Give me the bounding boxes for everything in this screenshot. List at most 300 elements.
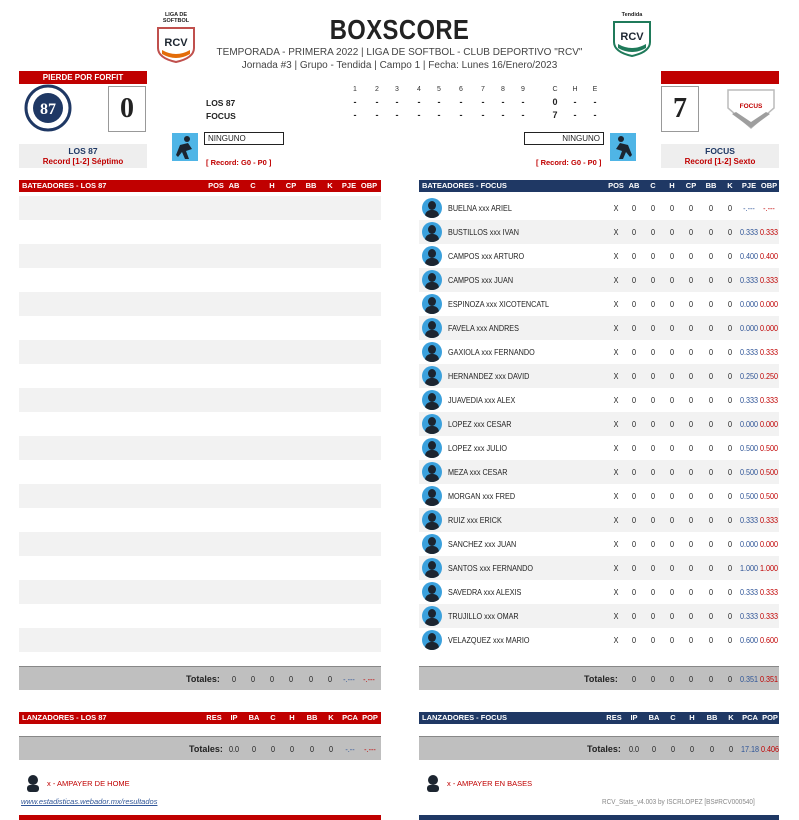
stat-cell: 0 bbox=[708, 323, 714, 333]
column-header: H bbox=[289, 713, 295, 722]
league-logo-caption: LIGA DE SOFTBOL bbox=[162, 12, 190, 24]
linescore-team-away: LOS 87 bbox=[206, 98, 236, 108]
rhe-value: - bbox=[593, 110, 597, 120]
player-avatar-icon bbox=[422, 558, 442, 578]
stat-cell: 0.333 bbox=[739, 587, 759, 597]
stat-cell: X bbox=[613, 491, 619, 501]
rhe-value: 7 bbox=[552, 110, 558, 120]
website-link[interactable]: www.estadisticas.webador.mx/resultados bbox=[21, 797, 158, 806]
stat-cell: 0 bbox=[631, 251, 637, 261]
table-row bbox=[419, 268, 779, 292]
player-name: JUAVEDIA xxx ALEX bbox=[448, 395, 516, 405]
stat-cell: 0 bbox=[727, 539, 733, 549]
total-value: 0 bbox=[651, 744, 657, 754]
away-pitching-totals bbox=[19, 736, 381, 760]
player-avatar-icon bbox=[422, 534, 442, 554]
inning-number: 2 bbox=[375, 86, 379, 93]
stat-cell: 0 bbox=[727, 227, 733, 237]
table-row bbox=[419, 196, 779, 220]
column-header: K bbox=[728, 713, 734, 722]
bottom-bar-away bbox=[19, 815, 381, 820]
column-header: POS bbox=[208, 181, 224, 190]
logo-text: FOCUS bbox=[739, 103, 763, 110]
table-row bbox=[19, 196, 381, 220]
total-value: 0 bbox=[688, 674, 694, 684]
stat-cell: 0.250 bbox=[739, 371, 759, 381]
stat-cell: 0 bbox=[688, 299, 694, 309]
stat-cell: 0 bbox=[727, 203, 733, 213]
player-name: LOPEZ xxx JULIO bbox=[448, 443, 508, 453]
total-value: 0 bbox=[231, 674, 237, 684]
home-batting-title: BATEADORES - FOCUS bbox=[422, 181, 507, 190]
logo-text: 87 bbox=[40, 101, 56, 118]
version-text: RCV_Stats_v4.003 by ISCRLOPEZ [BS#RCV000540] bbox=[602, 797, 755, 806]
stat-cell: 0.500 bbox=[739, 491, 759, 501]
player-avatar-icon bbox=[422, 462, 442, 482]
inning-number: 8 bbox=[501, 86, 505, 93]
table-row bbox=[19, 460, 381, 484]
stat-cell: 0 bbox=[631, 323, 637, 333]
table-row bbox=[419, 316, 779, 340]
table-row bbox=[419, 508, 779, 532]
table-row bbox=[19, 484, 381, 508]
totals-label: Totales: bbox=[584, 674, 618, 684]
away-team-record: Record [1-2] Séptimo bbox=[42, 157, 124, 166]
inning-score: - bbox=[501, 97, 505, 107]
stat-cell: 0.000 bbox=[759, 323, 779, 333]
away-pitching-title: LANZADORES - LOS 87 bbox=[22, 713, 107, 722]
inning-number: 6 bbox=[459, 86, 463, 93]
table-row bbox=[419, 532, 779, 556]
stat-cell: X bbox=[613, 419, 619, 429]
inning-score: - bbox=[375, 110, 379, 120]
table-row bbox=[19, 340, 381, 364]
player-name: LOPEZ xxx CESAR bbox=[448, 419, 512, 429]
stat-cell: 0 bbox=[650, 203, 656, 213]
stat-cell: 0 bbox=[669, 635, 675, 645]
stat-cell: 0 bbox=[727, 395, 733, 405]
total-value: 0 bbox=[251, 744, 257, 754]
table-row bbox=[19, 580, 381, 604]
column-header: IP bbox=[630, 713, 638, 722]
stat-cell: 0 bbox=[708, 371, 714, 381]
rhe-value: - bbox=[593, 97, 597, 107]
rhe-label: C bbox=[552, 86, 558, 93]
stat-cell: 0 bbox=[631, 467, 637, 477]
table-row bbox=[419, 292, 779, 316]
inning-number: 4 bbox=[417, 86, 421, 93]
total-value: 0 bbox=[289, 744, 295, 754]
table-row bbox=[19, 292, 381, 316]
table-row bbox=[419, 556, 779, 580]
stat-cell: 0 bbox=[708, 443, 714, 453]
total-value: 0 bbox=[669, 674, 675, 684]
stat-cell: 0 bbox=[631, 395, 637, 405]
stat-cell: 0 bbox=[727, 323, 733, 333]
inning-score: - bbox=[481, 110, 485, 120]
home-pitcher-name: NINGUNO bbox=[524, 132, 604, 145]
total-value: 0 bbox=[727, 674, 733, 684]
table-row bbox=[419, 628, 779, 652]
inning-number: 3 bbox=[395, 86, 399, 93]
stat-cell: 0 bbox=[650, 299, 656, 309]
player-avatar-icon bbox=[422, 390, 442, 410]
stat-cell: 0 bbox=[631, 635, 637, 645]
stat-cell: 0 bbox=[708, 419, 714, 429]
inning-number: 1 bbox=[353, 86, 357, 93]
stat-cell: 0.333 bbox=[739, 515, 759, 525]
stat-cell: 0 bbox=[650, 323, 656, 333]
column-header: C bbox=[270, 713, 276, 722]
stat-cell: 0 bbox=[688, 563, 694, 573]
column-header: C bbox=[670, 713, 676, 722]
stat-cell: 0.333 bbox=[759, 395, 779, 405]
total-value: 0.0 bbox=[228, 744, 240, 754]
stat-cell: 0 bbox=[708, 275, 714, 285]
table-row bbox=[419, 244, 779, 268]
table-row bbox=[419, 484, 779, 508]
inning-score: - bbox=[521, 97, 525, 107]
table-row bbox=[19, 628, 381, 652]
inning-score: - bbox=[459, 110, 463, 120]
rhe-value: - bbox=[573, 97, 577, 107]
total-value: 0 bbox=[328, 744, 334, 754]
stat-cell: -.--- bbox=[743, 203, 755, 213]
table-row bbox=[419, 604, 779, 628]
stat-cell: 0 bbox=[708, 563, 714, 573]
stat-cell: 0 bbox=[669, 491, 675, 501]
column-header: K bbox=[328, 713, 334, 722]
stat-cell: 0.500 bbox=[759, 443, 779, 453]
total-value: -.-- bbox=[345, 744, 355, 754]
stat-cell: 0 bbox=[727, 467, 733, 477]
column-header: POP bbox=[762, 713, 778, 722]
stat-cell: 0.500 bbox=[759, 491, 779, 501]
stat-cell: 0 bbox=[688, 443, 694, 453]
home-score: 7 bbox=[661, 86, 699, 132]
player-name: ESPINOZA xxx XICOTENCATL bbox=[448, 299, 550, 309]
away-team-name: LOS 87 bbox=[68, 146, 98, 156]
stat-cell: 0 bbox=[688, 203, 694, 213]
stat-cell: 0 bbox=[708, 251, 714, 261]
table-row bbox=[19, 220, 381, 244]
stat-cell: 0 bbox=[727, 563, 733, 573]
inning-number: 7 bbox=[481, 86, 485, 93]
stat-cell: 0 bbox=[727, 443, 733, 453]
stat-cell: 0 bbox=[631, 227, 637, 237]
away-pitching-header bbox=[19, 712, 381, 724]
stat-cell: 0 bbox=[708, 395, 714, 405]
stat-cell: 0 bbox=[631, 275, 637, 285]
stat-cell: 0.000 bbox=[759, 299, 779, 309]
stat-cell: 0 bbox=[650, 443, 656, 453]
stat-cell: 0 bbox=[631, 299, 637, 309]
player-name: GAXIOLA xxx FERNANDO bbox=[448, 347, 535, 357]
totals-label: Totales: bbox=[186, 674, 220, 684]
stat-cell: 0.600 bbox=[759, 635, 779, 645]
away-record-box bbox=[19, 144, 147, 168]
stat-cell: 0.333 bbox=[739, 395, 759, 405]
stat-cell: 0.000 bbox=[759, 539, 779, 549]
player-name: HERNANDEZ xxx DAVID bbox=[448, 371, 530, 381]
inning-score: - bbox=[521, 110, 525, 120]
stat-cell: 0 bbox=[631, 515, 637, 525]
home-pitching-totals bbox=[419, 736, 779, 760]
stat-cell: 0 bbox=[669, 395, 675, 405]
inning-score: - bbox=[481, 97, 485, 107]
focus-logo-icon bbox=[722, 84, 780, 132]
home-pitcher-icon bbox=[610, 133, 636, 161]
stat-cell: X bbox=[613, 611, 619, 621]
total-value: 0.351 bbox=[759, 674, 779, 684]
stat-cell: 0.250 bbox=[759, 371, 779, 381]
stat-cell: 0 bbox=[708, 299, 714, 309]
stat-cell: 0 bbox=[669, 275, 675, 285]
total-value: 0 bbox=[250, 674, 256, 684]
away-score: 0 bbox=[108, 86, 146, 132]
stat-cell: 0.333 bbox=[759, 227, 779, 237]
stat-cell: 0 bbox=[669, 563, 675, 573]
column-header: POP bbox=[362, 713, 378, 722]
stat-cell: 0 bbox=[650, 539, 656, 549]
total-value: 0 bbox=[309, 744, 315, 754]
home-record-box bbox=[661, 144, 779, 168]
bottom-bar-home bbox=[419, 815, 779, 820]
player-avatar-icon bbox=[422, 510, 442, 530]
stat-cell: 0 bbox=[688, 539, 694, 549]
column-header: IP bbox=[230, 713, 238, 722]
stat-cell: 0 bbox=[708, 227, 714, 237]
stat-cell: 0 bbox=[631, 587, 637, 597]
total-value: 0.406 bbox=[760, 744, 780, 754]
away-batting-title: BATEADORES - LOS 87 bbox=[22, 181, 107, 190]
forfeit-badge: PIERDE POR FORFIT bbox=[19, 71, 147, 84]
stat-cell: 0.000 bbox=[739, 299, 759, 309]
table-row bbox=[419, 436, 779, 460]
column-header: OBP bbox=[760, 181, 778, 190]
stat-cell: 0 bbox=[688, 515, 694, 525]
stat-cell: 0 bbox=[708, 611, 714, 621]
linescore bbox=[206, 86, 606, 122]
stat-cell: 0 bbox=[650, 515, 656, 525]
player-avatar-icon bbox=[422, 366, 442, 386]
total-value: 0 bbox=[308, 674, 314, 684]
stat-cell: 0.333 bbox=[739, 611, 759, 621]
stat-cell: 0 bbox=[669, 515, 675, 525]
stat-cell: X bbox=[613, 371, 619, 381]
column-header: H bbox=[669, 181, 675, 190]
umpire-bases-label: x - AMPAYER EN BASES bbox=[447, 779, 533, 788]
stat-cell: 0 bbox=[650, 251, 656, 261]
stat-cell: 0 bbox=[688, 275, 694, 285]
table-row bbox=[19, 316, 381, 340]
player-name: CAMPOS xxx JUAN bbox=[448, 275, 514, 285]
stat-cell: 0 bbox=[688, 227, 694, 237]
stat-cell: 0 bbox=[669, 587, 675, 597]
stat-cell: 0 bbox=[727, 275, 733, 285]
away-pitcher-record: [ Record: G0 - P0 ] bbox=[206, 158, 272, 167]
player-name: SANTOS xxx FERNANDO bbox=[448, 563, 533, 573]
player-avatar-icon bbox=[422, 222, 442, 242]
stat-cell: 0.000 bbox=[759, 419, 779, 429]
player-avatar-icon bbox=[422, 342, 442, 362]
stat-cell: 0 bbox=[650, 611, 656, 621]
stat-cell: 0 bbox=[669, 467, 675, 477]
stat-cell: 0 bbox=[650, 563, 656, 573]
total-value: 0.0 bbox=[628, 744, 640, 754]
away-pitcher-name: NINGUNO bbox=[204, 132, 284, 145]
stat-cell: 0 bbox=[650, 419, 656, 429]
column-header: CP bbox=[285, 181, 297, 190]
player-name: VELAZQUEZ xxx MARIO bbox=[448, 635, 530, 645]
stat-cell: 0 bbox=[688, 347, 694, 357]
stat-cell: 0.400 bbox=[759, 251, 779, 261]
column-header: PJE bbox=[341, 181, 357, 190]
stat-cell: 0 bbox=[727, 371, 733, 381]
logo-text: RCV bbox=[164, 37, 188, 49]
inning-number: 5 bbox=[437, 86, 441, 93]
total-value: -.--- bbox=[364, 744, 376, 754]
stat-cell: 0 bbox=[727, 347, 733, 357]
umpire-home-icon bbox=[24, 774, 42, 792]
stat-cell: 0 bbox=[631, 539, 637, 549]
stat-cell: 0 bbox=[669, 347, 675, 357]
stat-cell: 0 bbox=[650, 227, 656, 237]
stat-cell: 0.500 bbox=[739, 467, 759, 477]
home-pitching-table bbox=[419, 712, 779, 760]
stat-cell: 0 bbox=[650, 347, 656, 357]
stat-cell: 0 bbox=[650, 275, 656, 285]
stat-cell: 0.333 bbox=[739, 275, 759, 285]
total-value: 0 bbox=[270, 744, 276, 754]
stat-cell: 0 bbox=[631, 419, 637, 429]
stat-cell: 0.000 bbox=[739, 419, 759, 429]
team-87-logo-icon bbox=[19, 84, 77, 132]
stat-cell: 0 bbox=[727, 299, 733, 309]
total-value: 0 bbox=[631, 674, 637, 684]
player-avatar-icon bbox=[422, 246, 442, 266]
column-header: RES bbox=[606, 713, 622, 722]
stat-cell: X bbox=[613, 443, 619, 453]
stat-cell: 0.333 bbox=[759, 611, 779, 621]
stat-cell: 0 bbox=[727, 251, 733, 261]
stat-cell: 0 bbox=[727, 635, 733, 645]
stat-cell: 0 bbox=[688, 635, 694, 645]
away-pitcher-icon bbox=[172, 133, 198, 161]
rhe-label: E bbox=[592, 86, 598, 93]
stat-cell: 0 bbox=[708, 347, 714, 357]
inning-score: - bbox=[417, 97, 421, 107]
away-batting-header bbox=[19, 180, 381, 192]
stat-cell: 0 bbox=[631, 491, 637, 501]
stat-cell: 0 bbox=[631, 203, 637, 213]
total-value: 0 bbox=[689, 744, 695, 754]
stat-cell: X bbox=[613, 395, 619, 405]
column-header: K bbox=[327, 181, 333, 190]
column-header: PJE bbox=[741, 181, 757, 190]
stat-cell: 0 bbox=[650, 467, 656, 477]
player-name: BUELNA xxx ARIEL bbox=[448, 203, 512, 213]
stat-cell: 0 bbox=[669, 227, 675, 237]
total-value: 0 bbox=[708, 674, 714, 684]
stat-cell: 0.333 bbox=[759, 587, 779, 597]
stat-cell: 0 bbox=[688, 323, 694, 333]
stat-cell: X bbox=[613, 347, 619, 357]
column-header: K bbox=[727, 181, 733, 190]
table-row bbox=[19, 508, 381, 532]
stat-cell: 0 bbox=[650, 587, 656, 597]
stat-cell: 0 bbox=[650, 395, 656, 405]
home-batting-table bbox=[419, 180, 779, 690]
stat-cell: X bbox=[613, 299, 619, 309]
stat-cell: 0 bbox=[727, 419, 733, 429]
home-team-name: FOCUS bbox=[705, 146, 735, 156]
home-pitching-title: LANZADORES - FOCUS bbox=[422, 713, 507, 722]
stat-cell: 0 bbox=[708, 467, 714, 477]
player-avatar-icon bbox=[422, 606, 442, 626]
table-row bbox=[19, 436, 381, 460]
stat-cell: 0 bbox=[688, 419, 694, 429]
rhe-value: 0 bbox=[552, 97, 558, 107]
column-header: AB bbox=[628, 181, 640, 190]
stat-cell: 0 bbox=[688, 587, 694, 597]
column-header: BB bbox=[306, 713, 318, 722]
table-row bbox=[419, 460, 779, 484]
stat-cell: 0 bbox=[650, 491, 656, 501]
stat-cell: 0 bbox=[631, 371, 637, 381]
stat-cell: 0.333 bbox=[759, 515, 779, 525]
stat-cell: 0.333 bbox=[739, 347, 759, 357]
stat-cell: X bbox=[613, 587, 619, 597]
player-name: FAVELA xxx ANDRES bbox=[448, 323, 519, 333]
stat-cell: X bbox=[613, 275, 619, 285]
inning-score: - bbox=[353, 97, 357, 107]
away-batting-table bbox=[19, 180, 381, 690]
stat-cell: X bbox=[613, 635, 619, 645]
rhe-value: - bbox=[573, 110, 577, 120]
total-value: -.--- bbox=[363, 674, 375, 684]
inning-score: - bbox=[501, 110, 505, 120]
stat-cell: 0.000 bbox=[739, 539, 759, 549]
player-name: SANCHEZ xxx JUAN bbox=[448, 539, 517, 549]
inning-score: - bbox=[395, 97, 399, 107]
player-avatar-icon bbox=[422, 582, 442, 602]
stat-cell: 0 bbox=[650, 635, 656, 645]
inning-number: 9 bbox=[521, 86, 525, 93]
column-header: C bbox=[250, 181, 256, 190]
table-row bbox=[419, 580, 779, 604]
stat-cell: 0.333 bbox=[759, 347, 779, 357]
stat-cell: X bbox=[613, 539, 619, 549]
inning-score: - bbox=[437, 110, 441, 120]
stat-cell: 0 bbox=[708, 203, 714, 213]
stat-cell: X bbox=[613, 563, 619, 573]
total-value: 0 bbox=[709, 744, 715, 754]
inning-score: - bbox=[395, 110, 399, 120]
stat-cell: 0 bbox=[708, 635, 714, 645]
player-name: RUIZ xxx ERICK bbox=[448, 515, 502, 525]
stat-cell: 0.500 bbox=[739, 443, 759, 453]
stat-cell: 1.000 bbox=[759, 563, 779, 573]
stat-cell: 0 bbox=[708, 587, 714, 597]
player-name: SAVEDRA xxx ALEXIS bbox=[448, 587, 522, 597]
table-row bbox=[19, 604, 381, 628]
column-header: OBP bbox=[360, 181, 378, 190]
stat-cell: 0 bbox=[631, 563, 637, 573]
player-avatar-icon bbox=[422, 414, 442, 434]
inning-score: - bbox=[459, 97, 463, 107]
table-row bbox=[419, 364, 779, 388]
